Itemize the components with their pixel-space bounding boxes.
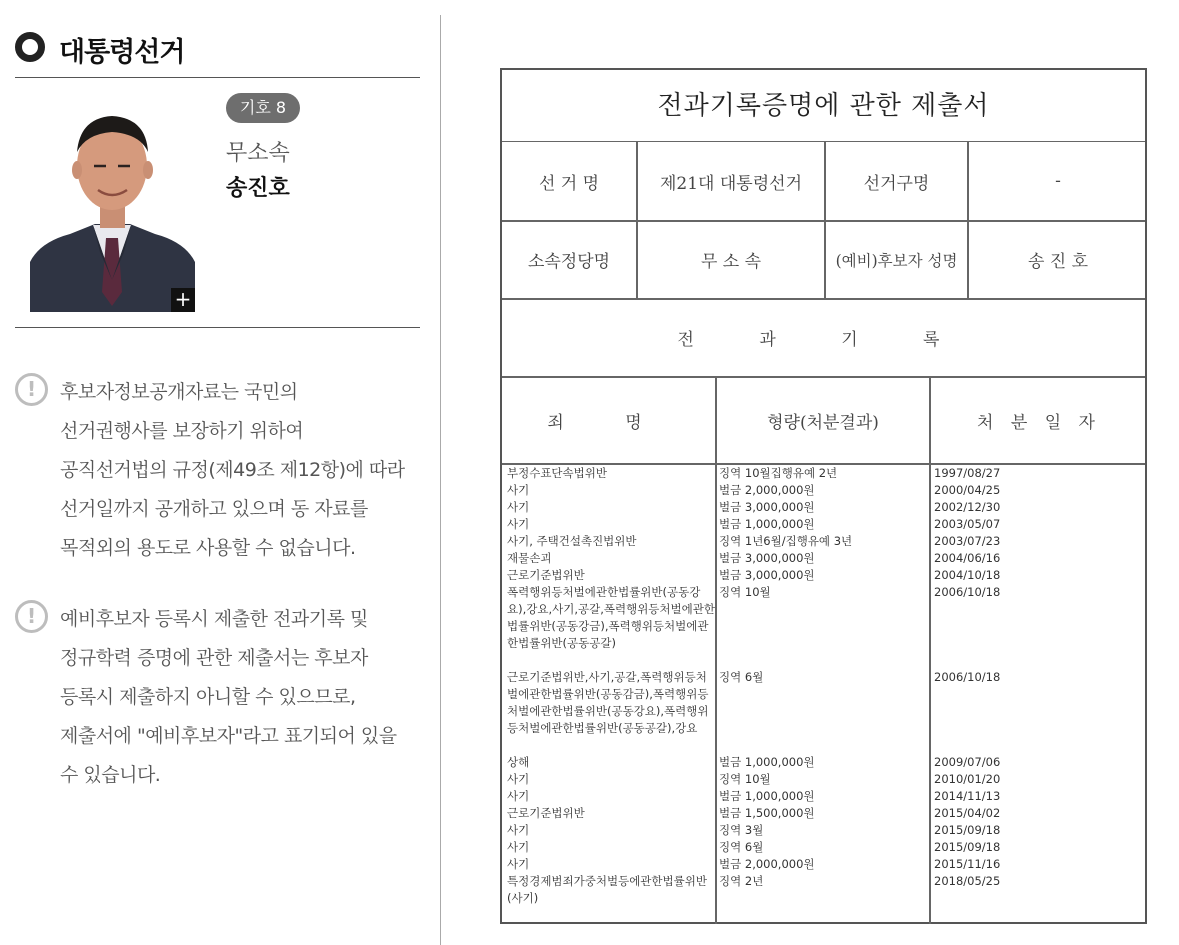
record-date: 2003/07/23 <box>934 534 1001 548</box>
notice-line: 목적외의 용도로 사용할 수 없습니다. <box>60 537 356 559</box>
record-sentence: 벌금 3,000,000원 <box>719 500 815 514</box>
person-portrait-icon <box>30 92 195 312</box>
notice-line: 제출서에 "예비후보자"라고 표기되어 있을 <box>60 725 397 747</box>
record-row <box>502 822 1145 839</box>
record-crime: 근로기준법위반,사기,공갈,폭력행위등처벌에관한법률위반(공동감금),폭력행위등처벌에관한법률위반(공동강요),폭력행위등처벌에관한법률위반(공동공갈),강요 <box>507 670 709 735</box>
notice-line: 예비후보자 등록시 제출한 전과기록 및 <box>60 608 368 630</box>
column-header-crime: 죄 명 <box>547 412 670 433</box>
record-date: 2006/10/18 <box>934 670 1001 684</box>
record-date: 2000/04/25 <box>934 483 1001 497</box>
record-date: 2010/01/20 <box>934 772 1001 786</box>
record-crime: 폭력행위등처벌에관한법률위반(공동강요),강요,사기,공갈,폭력행위등처벌에관한법률위반(공동강금),폭력행위등처벌에관한법률위반(공동공갈) <box>507 585 715 650</box>
expand-photo-button[interactable]: + <box>171 288 195 312</box>
district-value: - <box>1055 171 1061 191</box>
record-crime: 근로기준법위반 <box>507 806 585 820</box>
record-crime: 사기 <box>507 857 530 871</box>
record-row <box>502 669 1145 754</box>
record-crime: 부정수표단속법위반 <box>507 466 607 480</box>
record-row <box>502 482 1145 499</box>
record-row <box>502 567 1145 584</box>
record-date: 2006/10/18 <box>934 585 1001 599</box>
record-sentence: 징역 2년 <box>719 874 764 888</box>
table-rule <box>824 142 826 298</box>
record-section-title: 전 과 기 록 <box>677 330 970 350</box>
record-crime: 상해 <box>507 755 530 769</box>
record-date: 2004/06/16 <box>934 551 1001 565</box>
record-date: 1997/08/27 <box>934 466 1001 480</box>
record-crime: 사기 <box>507 500 530 514</box>
district-label: 선거구명 <box>863 173 930 194</box>
notice-text <box>60 600 430 795</box>
record-row <box>502 465 1145 482</box>
party-value: 무 소 속 <box>700 252 762 272</box>
record-date: 2015/09/18 <box>934 840 1001 854</box>
record-sentence: 벌금 1,000,000원 <box>719 517 815 531</box>
record-row <box>502 805 1145 822</box>
record-row <box>502 499 1145 516</box>
record-row <box>502 771 1145 788</box>
record-row <box>502 788 1145 805</box>
record-sentence: 벌금 2,000,000원 <box>719 857 815 871</box>
record-sentence: 벌금 1,000,000원 <box>719 789 815 803</box>
candidate-photo[interactable] <box>30 92 195 312</box>
record-sentence: 벌금 2,000,000원 <box>719 483 815 497</box>
notice-line: 선거일까지 공개하고 있으며 동 자료를 <box>60 498 368 520</box>
notice-line: 선거권행사를 보장하기 위하여 <box>60 420 304 442</box>
record-sentence: 징역 10월 <box>719 585 771 599</box>
record-crime: 근로기준법위반 <box>507 568 585 582</box>
record-row <box>502 856 1145 873</box>
record-date: 2014/11/13 <box>934 789 1001 803</box>
election-name-label: 선 거 명 <box>538 173 600 194</box>
record-date: 2004/10/18 <box>934 568 1001 582</box>
candidate-number-badge: 기호 8 <box>226 93 300 123</box>
candidate-party: 무소속 <box>226 141 290 166</box>
record-crime: 특정경제범죄가중처벌등에관한법률위반(사기) <box>507 874 707 905</box>
record-row <box>502 516 1145 533</box>
record-crime: 사기 <box>507 483 530 497</box>
criminal-record-document[interactable] <box>500 68 1147 924</box>
record-date: 2003/05/07 <box>934 517 1001 531</box>
record-sentence: 벌금 1,500,000원 <box>719 806 815 820</box>
section-title: 대통령선거 <box>59 37 185 68</box>
column-header-sentence: 형량(처분결과) <box>767 412 879 433</box>
record-date: 2002/12/30 <box>934 500 1001 514</box>
record-row <box>502 873 1145 907</box>
section-header <box>15 26 420 78</box>
election-name-value: 제21대 대통령선거 <box>660 173 802 194</box>
record-sentence: 징역 1년6월/집행유예 3년 <box>719 534 853 548</box>
notice-text <box>60 373 430 568</box>
record-date: 2009/07/06 <box>934 755 1001 769</box>
candidate-panel <box>0 0 440 945</box>
panel-divider <box>440 15 441 945</box>
table-rule <box>967 142 969 298</box>
candidate-profile <box>15 78 420 328</box>
record-crime: 사기 <box>507 823 530 837</box>
record-crime: 사기 <box>507 517 530 531</box>
record-sentence: 징역 10월집행유예 2년 <box>719 466 838 480</box>
record-row <box>502 584 1145 669</box>
record-crime: 사기 <box>507 772 530 786</box>
record-crime: 사기 <box>507 789 530 803</box>
record-row <box>502 754 1145 771</box>
record-crime: 사기 <box>507 840 530 854</box>
candidate-name: 송진호 <box>226 176 290 201</box>
record-sentence: 징역 3월 <box>719 823 764 837</box>
notice-line: 수 있습니다. <box>60 764 161 786</box>
record-sentence: 벌금 3,000,000원 <box>719 551 815 565</box>
record-date: 2015/04/02 <box>934 806 1001 820</box>
table-rule <box>636 142 638 298</box>
ring-icon <box>15 32 45 62</box>
record-sentence: 벌금 1,000,000원 <box>719 755 815 769</box>
candidate-label: (예비)후보자 성명 <box>835 251 958 270</box>
exclamation-icon: ! <box>15 373 48 406</box>
notice-line: 정규학력 증명에 관한 제출서는 후보자 <box>60 647 368 669</box>
record-row <box>502 533 1145 550</box>
record-row <box>502 550 1145 567</box>
record-date: 2018/05/25 <box>934 874 1001 888</box>
record-sentence: 징역 6월 <box>719 840 764 854</box>
column-header-date: 처 분 일 자 <box>977 412 1101 433</box>
document-title: 전과기록증명에 관한 제출서 <box>502 70 1145 142</box>
record-list <box>502 465 1145 907</box>
record-date: 2015/09/18 <box>934 823 1001 837</box>
record-crime: 재물손괴 <box>507 551 552 565</box>
record-sentence: 징역 10월 <box>719 772 771 786</box>
notice-line: 후보자정보공개자료는 국민의 <box>60 381 298 403</box>
record-sentence: 징역 6월 <box>719 670 764 684</box>
exclamation-icon: ! <box>15 600 48 633</box>
record-sentence: 벌금 3,000,000원 <box>719 568 815 582</box>
party-label: 소속정당명 <box>527 252 611 272</box>
record-crime: 사기, 주택건설촉진법위반 <box>507 534 637 548</box>
notice-line: 공직선거법의 규정(제49조 제12항)에 따라 <box>60 459 405 481</box>
candidate-value: 송 진 호 <box>1027 252 1089 272</box>
record-row <box>502 839 1145 856</box>
record-date: 2015/11/16 <box>934 857 1001 871</box>
notice-line: 등록시 제출하지 아니할 수 있으므로, <box>60 686 356 708</box>
